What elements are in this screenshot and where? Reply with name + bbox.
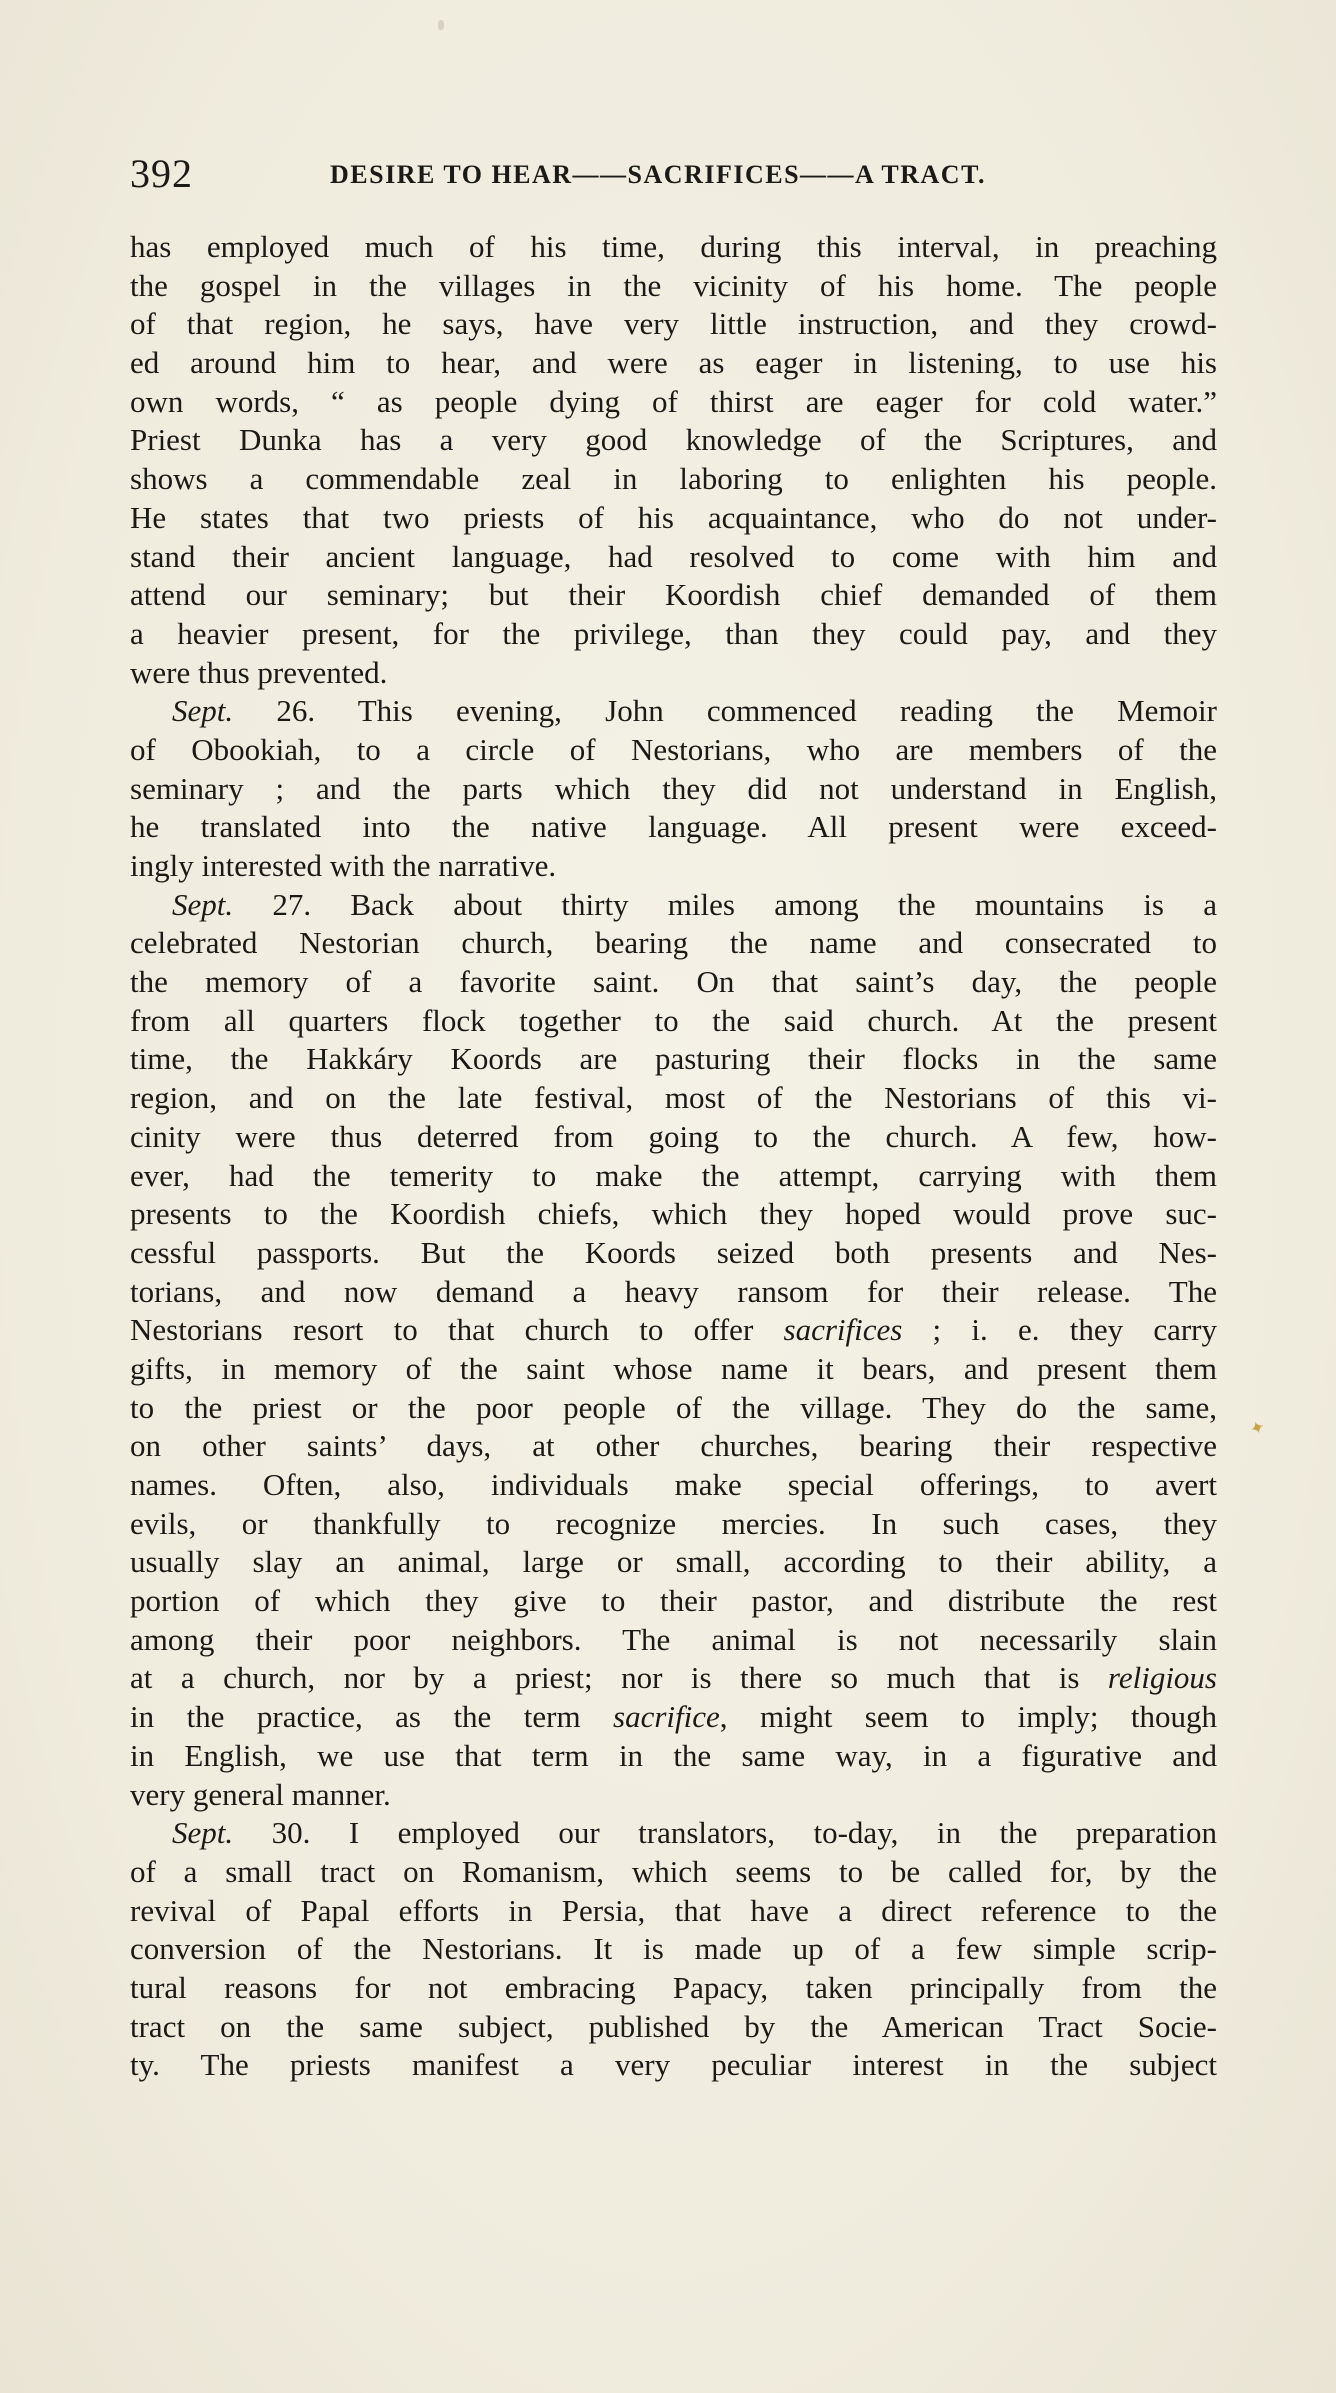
page-header <box>130 150 1210 196</box>
text-line: Sept. 27. Back about thirty miles among the mountains is a <box>172 886 1217 922</box>
text-line: were thus prevented. <box>130 654 388 690</box>
text-line: He states that two priests of his acquaintance, who do not under- <box>130 499 1217 535</box>
text-line: stand their ancient language, had resolved to come with him and <box>130 538 1217 574</box>
text-line: from all quarters flock together to the said church. At the present <box>130 1002 1217 1038</box>
text-line: conversion of the Nestorians. It is made up of a few simple scrip- <box>130 1931 1217 1967</box>
text-line: portion of which they give to their pastor, and distribute the rest <box>130 1583 1217 1619</box>
text-line: of Obookiah, to a circle of Nestorians, who are members of the <box>130 731 1217 767</box>
text-line: seminary ; and the parts which they did not understand in English, <box>130 770 1217 806</box>
running-head: DESIRE TO HEAR——SACRIFICES——A TRACT. <box>330 160 986 189</box>
text-line: at a church, nor by a priest; nor is there so much that is religious <box>130 1660 1217 1696</box>
text-line: he translated into the native language. All present were exceed- <box>130 809 1217 845</box>
text-line: Priest Dunka has a very good knowledge of the Scriptures, and <box>130 422 1217 458</box>
text-line: Sept. 26. This evening, John commenced reading the Memoir <box>172 693 1217 729</box>
text-line: ingly interested with the narrative. <box>130 848 557 883</box>
text-line: on other saints’ days, at other churches, bearing their respective <box>130 1428 1217 1464</box>
text-line: tural reasons for not embracing Papacy, taken principally from the <box>130 1969 1217 2005</box>
text-line: of that region, he says, have very little instruction, and they crowd- <box>130 306 1217 342</box>
text-line: to the priest or the poor people of the village. They do the same, <box>130 1389 1217 1425</box>
margin-mark-icon: ✦ <box>1246 1416 1268 1441</box>
text-line: revival of Papal efforts in Persia, that have a direct reference to the <box>130 1892 1217 1928</box>
page-number: 392 <box>130 151 193 196</box>
text-line: celebrated Nestorian church, bearing the name and consecrated to <box>130 925 1217 961</box>
text-line: the gospel in the villages in the vicinity of his home. The people <box>130 267 1217 303</box>
text-line: cessful passports. But the Koords seized both presents and Nes- <box>130 1234 1217 1270</box>
text-line: Nestorians resort to that church to offer sacrifices ; i. e. they carry <box>130 1312 1217 1348</box>
text-line: ever, had the temerity to make the attempt, carrying with them <box>130 1157 1217 1193</box>
text-line: evils, or thankfully to recognize mercies. In such cases, they <box>130 1505 1217 1541</box>
text-line: the memory of a favorite saint. On that saint’s day, the people <box>130 964 1217 1000</box>
text-line: usually slay an animal, large or small, according to their ability, a <box>130 1544 1217 1580</box>
body-text <box>130 228 1217 2085</box>
text-line: has employed much of his time, during this interval, in preaching <box>130 229 1217 264</box>
text-line: shows a commendable zeal in laboring to enlighten his people. <box>130 461 1217 497</box>
text-line: gifts, in memory of the saint whose name it bears, and present them <box>130 1350 1217 1386</box>
text-line: torians, and now demand a heavy ransom for their release. The <box>130 1273 1217 1309</box>
text-line: time, the Hakkáry Koords are pasturing their flocks in the same <box>130 1041 1217 1077</box>
text-line: presents to the Koordish chiefs, which they hoped would prove suc- <box>130 1196 1217 1232</box>
text-line: tract on the same subject, published by the American Tract Socie- <box>130 2008 1217 2044</box>
text-line: ty. The priests manifest a very peculiar interest in the subject <box>130 2047 1217 2083</box>
text-line: in the practice, as the term sacrifice, might seem to imply; though <box>130 1699 1217 1735</box>
text-line: a heavier present, for the privilege, than they could pay, and they <box>130 615 1217 651</box>
text-line: ed around him to hear, and were as eager in listening, to use his <box>130 345 1217 381</box>
text-line: in English, we use that term in the same way, in a figurative and <box>130 1737 1217 1773</box>
text-line: cinity were thus deterred from going to the church. A few, how- <box>130 1118 1217 1154</box>
paper-speck <box>438 20 444 30</box>
text-line: names. Often, also, individuals make special offerings, to avert <box>130 1467 1217 1502</box>
text-line: of a small tract on Romanism, which seems to be called for, by the <box>130 1853 1217 1889</box>
text-line: own words, “ as people dying of thirst are eager for cold water.” <box>130 383 1217 419</box>
text-line: very general manner. <box>130 1776 391 1812</box>
text-line: region, and on the late festival, most of the Nestorians of this vi- <box>130 1080 1217 1116</box>
text-line: attend our seminary; but their Koordish chief demanded of them <box>130 577 1217 613</box>
text-line: Sept. 30. I employed our translators, to-day, in the preparation <box>172 1815 1217 1851</box>
text-line: among their poor neighbors. The animal is not necessarily slain <box>130 1621 1217 1657</box>
